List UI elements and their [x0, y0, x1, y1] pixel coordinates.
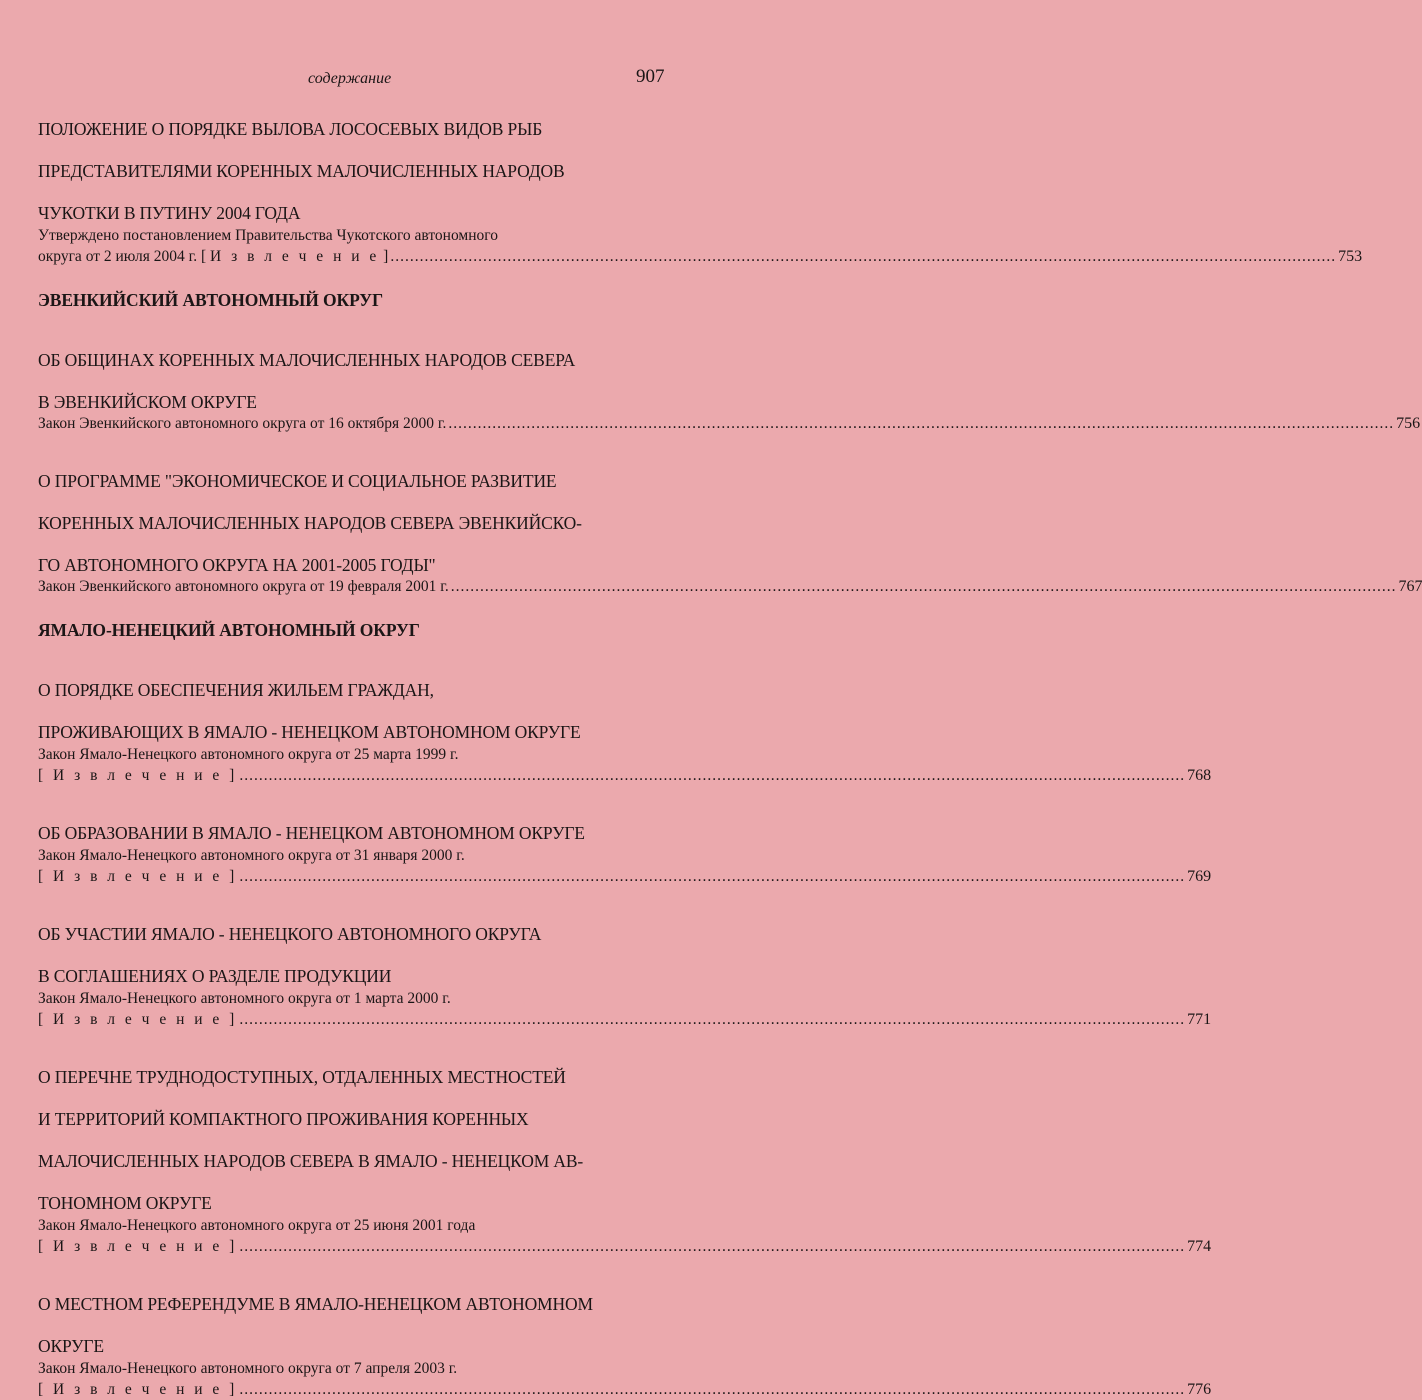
toc-entry: [38, 329, 1421, 434]
dot-leader: [390, 246, 1336, 267]
entry-title-line: МАЛОЧИСЛЕННЫХ НАРОДОВ СЕВЕРА В ЯМАЛО - НЕНЕЦКОМ АВ-: [38, 1151, 584, 1171]
dot-leader: [448, 413, 1394, 434]
toc-line: [38, 576, 1422, 597]
toc-entry: [38, 98, 1363, 267]
entry-page: 769: [1187, 868, 1212, 885]
toc-entry: [38, 1273, 1212, 1400]
extract-label: [ И з в л е ч е н и е ]: [38, 1238, 238, 1255]
entry-title-line: ГО АВТОНОМНОГО ОКРУГА НА 2001-2005 ГОДЫ": [38, 555, 436, 575]
entry-page: 756: [1396, 415, 1421, 432]
entry-title: [38, 1273, 694, 1357]
toc-entry: [38, 659, 1212, 786]
entry-title: [38, 329, 694, 413]
entry-source: Закон Ямало-Ненецкого автономного округа от 7 апреля 2003 г.: [38, 1360, 458, 1377]
entry-source: Утверждено постановлением Правительства Чукотского автономного: [38, 227, 498, 244]
toc-line: [38, 1236, 1212, 1257]
dot-leader: [239, 765, 1185, 786]
entry-page: 767: [1398, 578, 1422, 595]
entry-title: [38, 450, 694, 576]
entry-title-line: ПРЕДСТАВИТЕЛЯМИ КОРЕННЫХ МАЛОЧИСЛЕННЫХ НАРОДОВ: [38, 161, 565, 181]
toc-line: [38, 765, 1212, 786]
entry-source-continued: округа от 2 июля 2004 г. [ И з в л е ч е н и е ]: [38, 248, 389, 265]
toc-entry: [38, 802, 1212, 887]
dot-leader: [239, 1379, 1185, 1400]
entry-title: [38, 98, 694, 224]
running-title: содержание: [308, 70, 392, 87]
entry-source: Закон Ямало-Ненецкого автономного округа от 31 января 2000 г.: [38, 847, 465, 864]
entry-page: 753: [1338, 248, 1363, 265]
extract-label: И з в л е ч е н и е: [210, 248, 380, 265]
entry-title: [38, 903, 694, 987]
dot-leader: [239, 1236, 1185, 1257]
entry-title-line: ТОНОМНОМ ОКРУГЕ: [38, 1193, 212, 1213]
extract-label: [ И з в л е ч е н и е ]: [38, 868, 238, 885]
dot-leader: [239, 866, 1185, 887]
entry-title-line: ЧУКОТКИ В ПУТИНУ 2004 ГОДА: [38, 203, 301, 223]
toc-line: [38, 413, 1421, 434]
entry-title-line: ПОЛОЖЕНИЕ О ПОРЯДКЕ ВЫЛОВА ЛОСОСЕВЫХ ВИДОВ РЫБ: [38, 119, 543, 139]
extract-label: [ И з в л е ч е н и е ]: [38, 1011, 238, 1028]
toc-entry: [38, 1046, 1212, 1257]
entry-page: 776: [1187, 1381, 1212, 1398]
toc-entry: [38, 903, 1212, 1030]
entry-title-line: ОБ ОБЩИНАХ КОРЕННЫХ МАЛОЧИСЛЕННЫХ НАРОДОВ СЕВЕРА: [38, 350, 576, 370]
table-of-contents: [38, 98, 1422, 1400]
extract-label: [ И з в л е ч е н и е ]: [38, 1381, 238, 1398]
section-heading: ЯМАЛО-НЕНЕЦКИЙ АВТОНОМНЫЙ ОКРУГ: [38, 620, 420, 640]
dot-leader: [239, 1009, 1185, 1030]
entry-page: 771: [1187, 1011, 1212, 1028]
entry-source: Закон Эвенкийского автономного округа от 19 февраля 2001 г.: [38, 578, 449, 595]
toc-line: [38, 866, 1212, 887]
entry-title-line: ОКРУГЕ: [38, 1336, 104, 1356]
entry-title: [38, 802, 694, 844]
entry-source: Закон Эвенкийского автономного округа от 16 октября 2000 г.: [38, 415, 447, 432]
entry-title-line: ОБ ОБРАЗОВАНИИ В ЯМАЛО - НЕНЕЦКОМ АВТОНОМНОМ ОКРУГЕ: [38, 823, 585, 843]
entry-source: Закон Ямало-Ненецкого автономного округа от 25 июня 2001 года: [38, 1217, 476, 1234]
extract-label: [ И з в л е ч е н и е ]: [38, 767, 238, 784]
entry-title: [38, 1046, 694, 1214]
toc-entry: [38, 450, 1422, 597]
toc-line: [38, 246, 1363, 267]
entry-title-line: И ТЕРРИТОРИЙ КОМПАКТНОГО ПРОЖИВАНИЯ КОРЕННЫХ: [38, 1109, 529, 1129]
entry-title-line: ПРОЖИВАЮЩИХ В ЯМАЛО - НЕНЕЦКОМ АВТОНОМНОМ ОКРУГЕ: [38, 722, 581, 742]
entry-title-line: О ПРОГРАММЕ "ЭКОНОМИЧЕСКОЕ И СОЦИАЛЬНОЕ РАЗВИТИЕ: [38, 471, 557, 491]
running-head: [0, 66, 728, 90]
entry-title-line: КОРЕННЫХ МАЛОЧИСЛЕННЫХ НАРОДОВ СЕВЕРА ЭВЕНКИЙСКО-: [38, 513, 582, 533]
toc-line: [38, 1379, 1212, 1400]
entry-title: [38, 659, 694, 743]
entry-source: Закон Ямало-Ненецкого автономного округа от 25 марта 1999 г.: [38, 746, 459, 763]
toc-line: [38, 1009, 1212, 1030]
entry-title-line: В СОГЛАШЕНИЯХ О РАЗДЕЛЕ ПРОДУКЦИИ: [38, 966, 392, 986]
entry-page: 768: [1187, 767, 1212, 784]
entry-title-line: О ПОРЯДКЕ ОБЕСПЕЧЕНИЯ ЖИЛЬЕМ ГРАЖДАН,: [38, 680, 434, 700]
entry-page: 774: [1187, 1238, 1212, 1255]
entry-title-line: О ПЕРЕЧНЕ ТРУДНОДОСТУПНЫХ, ОТДАЛЕННЫХ МЕСТНОСТЕЙ: [38, 1067, 566, 1087]
section-heading: ЭВЕНКИЙСКИЙ АВТОНОМНЫЙ ОКРУГ: [38, 290, 384, 310]
dot-leader: [451, 576, 1397, 597]
entry-title-line: В ЭВЕНКИЙСКОМ ОКРУГЕ: [38, 392, 257, 412]
entry-source: Закон Ямало-Ненецкого автономного округа от 1 марта 2000 г.: [38, 990, 451, 1007]
entry-title-line: О МЕСТНОМ РЕФЕРЕНДУМЕ В ЯМАЛО-НЕНЕЦКОМ АВТОНОМНОМ: [38, 1294, 593, 1314]
entry-title-line: ОБ УЧАСТИИ ЯМАЛО - НЕНЕЦКОГО АВТОНОМНОГО ОКРУГА: [38, 924, 542, 944]
page-number: 907: [636, 66, 665, 87]
